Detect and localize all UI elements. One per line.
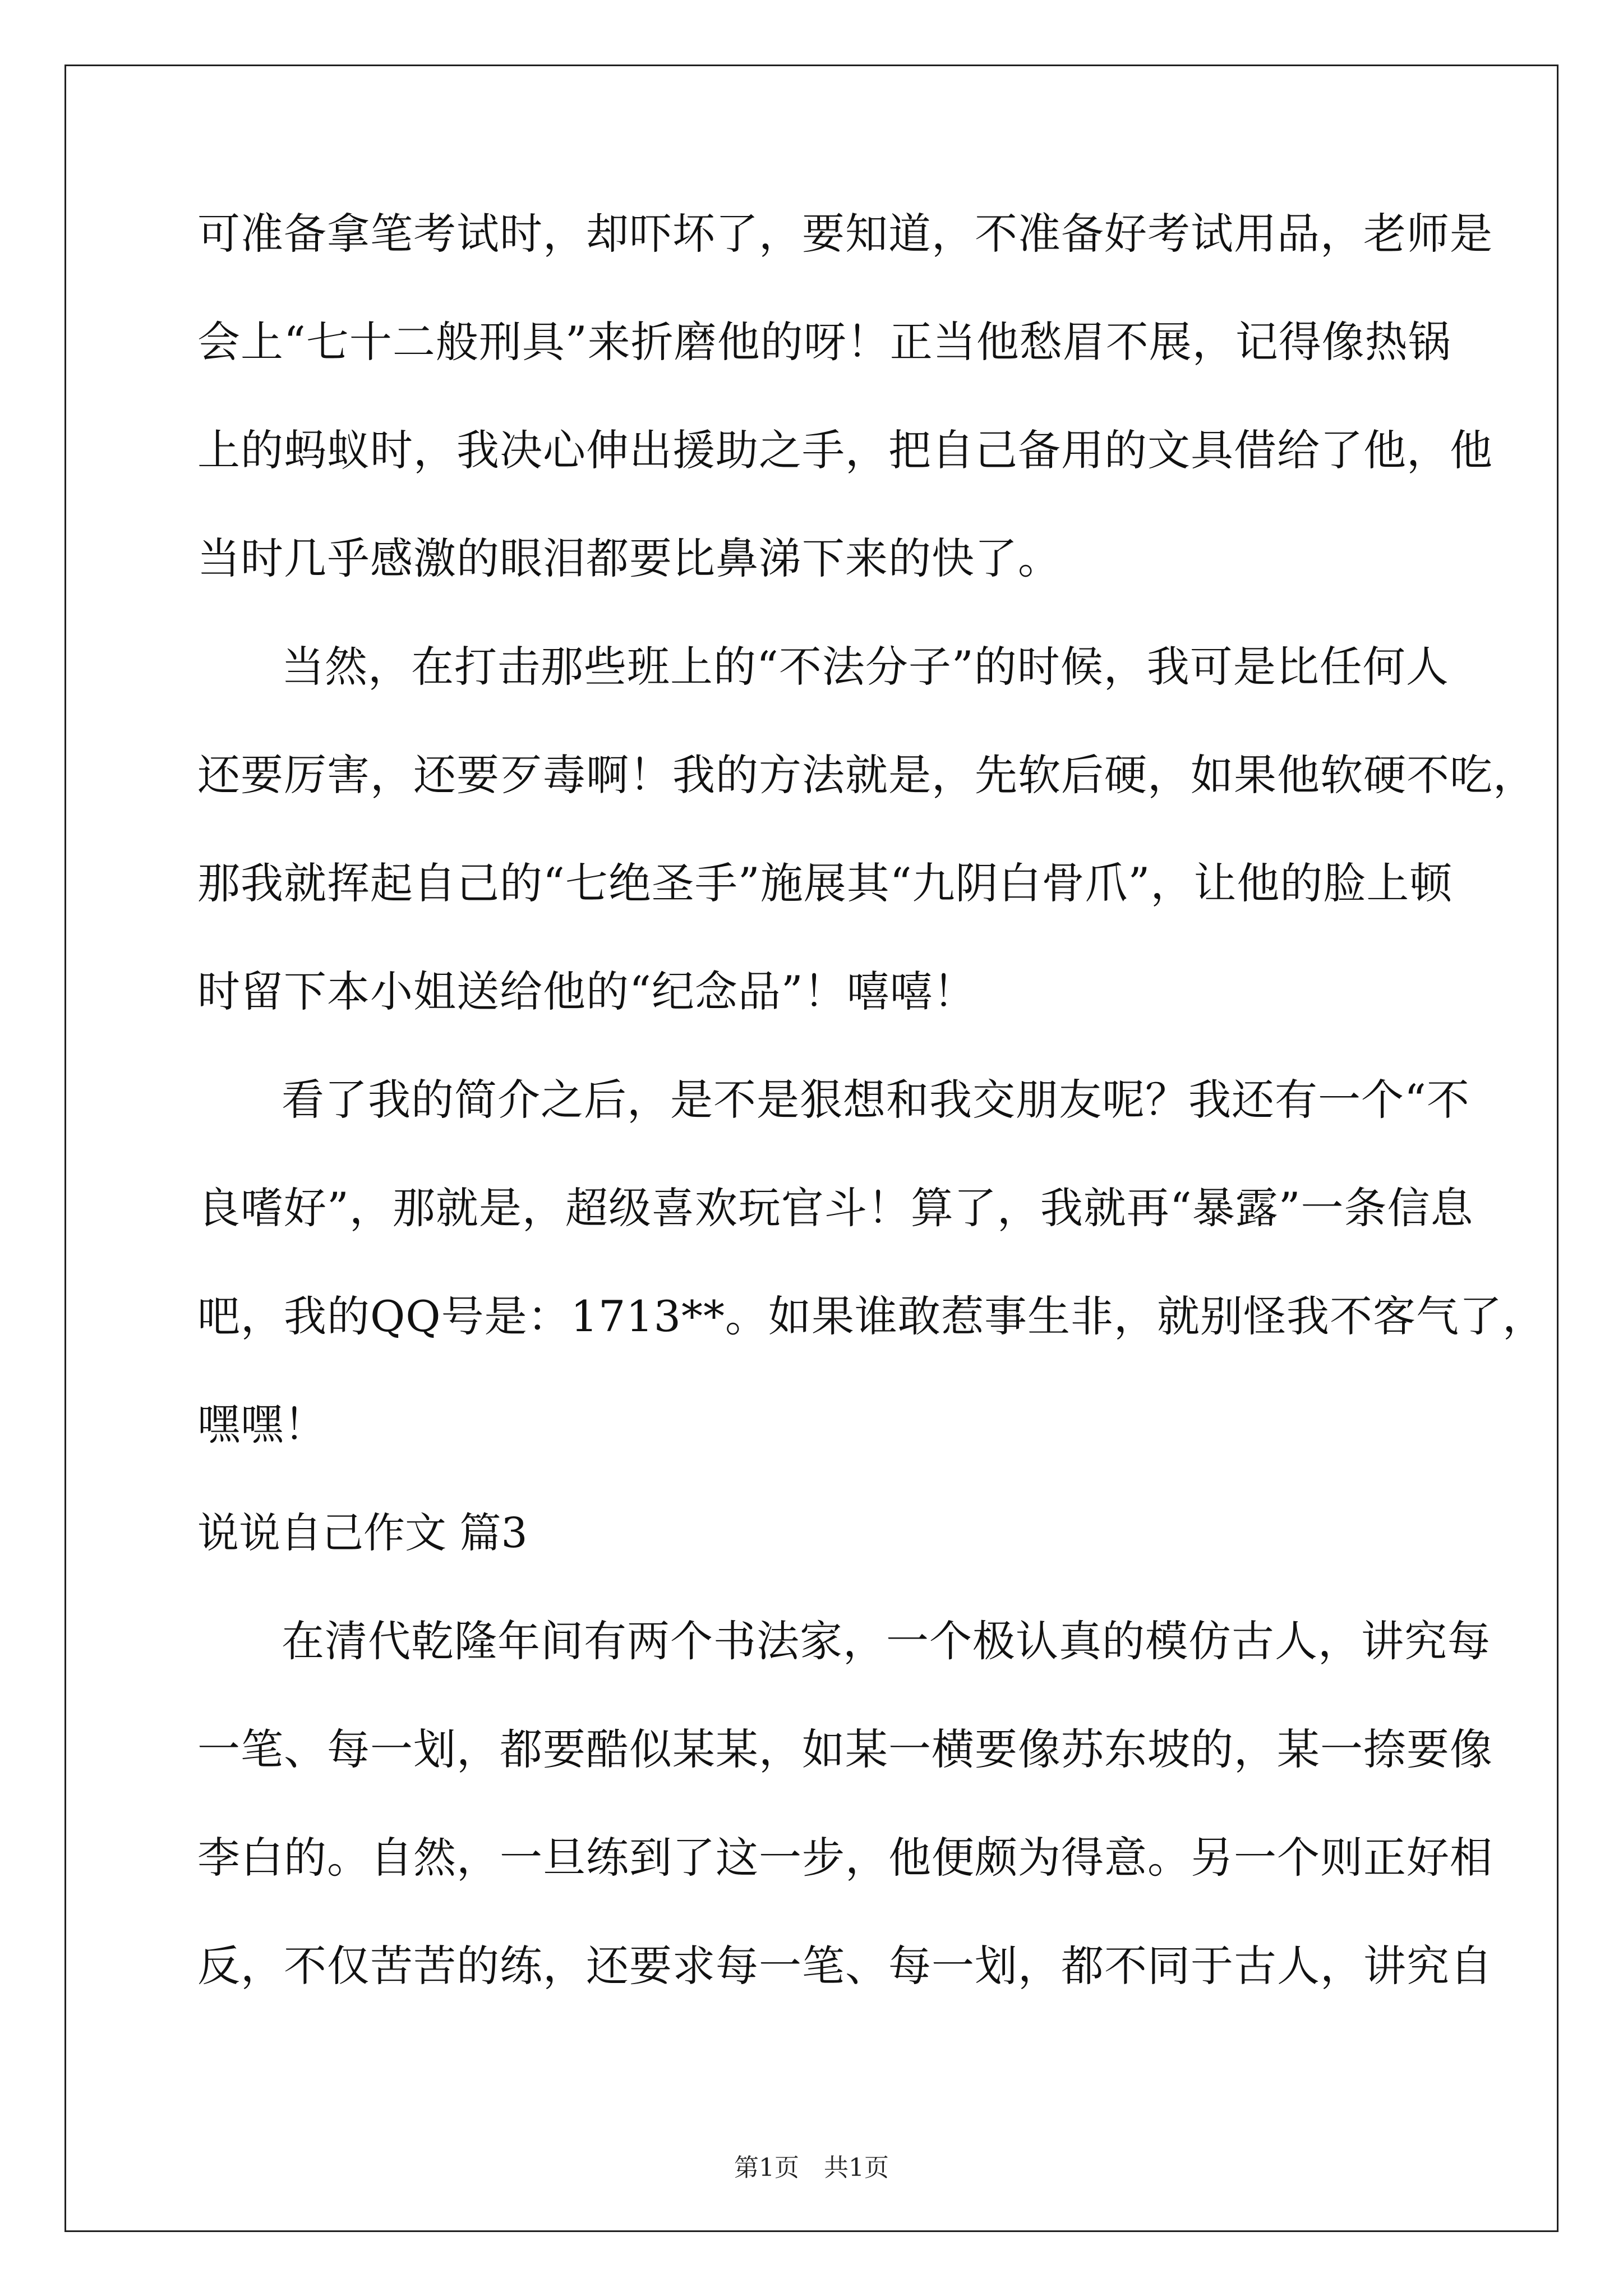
paragraph-block-2	[197, 1615, 1493, 2048]
text-line: 反，不仅苦苦的练，还要求每一笔、每一划，都不同于古人，讲究自	[197, 1941, 1493, 1991]
text-line: 时留下本小姐送给他的“纪念品”！嘻嘻！	[197, 967, 976, 1016]
text-line: 嘿嘿！	[197, 1400, 327, 1450]
text-line: 看了我的简介之后，是不是狠想和我交朋友呢？我还有一个“不	[282, 1075, 1470, 1125]
text-line: 当然，在打击那些班上的“不法分子”的时候，我可是比任何人	[282, 642, 1449, 692]
text-line: 在清代乾隆年间有两个书法家，一个极认真的模仿古人，讲究每	[282, 1616, 1491, 1666]
text-line: 吧，我的QQ号是：1713**。如果谁敢惹事生非，就别怪我不客气了，	[197, 1291, 1546, 1341]
paragraph-block-1	[197, 208, 1546, 1507]
text-line: 李白的。自然，一旦练到了这一步，他便颇为得意。另一个则正好相	[197, 1833, 1493, 1883]
text-line: 会上“七十二般刑具”来折磨他的呀！正当他愁眉不展，记得像热锅	[197, 317, 1451, 367]
text-line: 可准备拿笔考试时，却吓坏了，要知道，不准备好考试用品，老师是	[197, 209, 1493, 259]
document-body	[197, 208, 1546, 2048]
text-line: 一笔、每一划，都要酷似某某，如某一横要像苏东坡的，某一捺要像	[197, 1724, 1493, 1774]
text-line: 当时几乎感激的眼泪都要比鼻涕下来的快了。	[197, 533, 1061, 583]
text-line: 还要厉害，还要歹毒啊！我的方法就是，先软后硬，如果他软硬不吃，	[197, 750, 1536, 800]
text-line: 良嗜好”，那就是，超级喜欢玩官斗！算了，我就再“暴露”一条信息	[197, 1183, 1474, 1233]
text-line: 上的蚂蚁时，我决心伸出援助之手，把自己备用的文具借给了他，他	[197, 425, 1493, 475]
text-line: 那我就挥起自己的“七绝圣手”施展其“九阴白骨爪”，让他的脸上顿	[197, 858, 1453, 908]
page-number: 第1页 共1页	[734, 2154, 889, 2182]
section-heading: 说说自己作文 篇3	[197, 1509, 528, 1557]
